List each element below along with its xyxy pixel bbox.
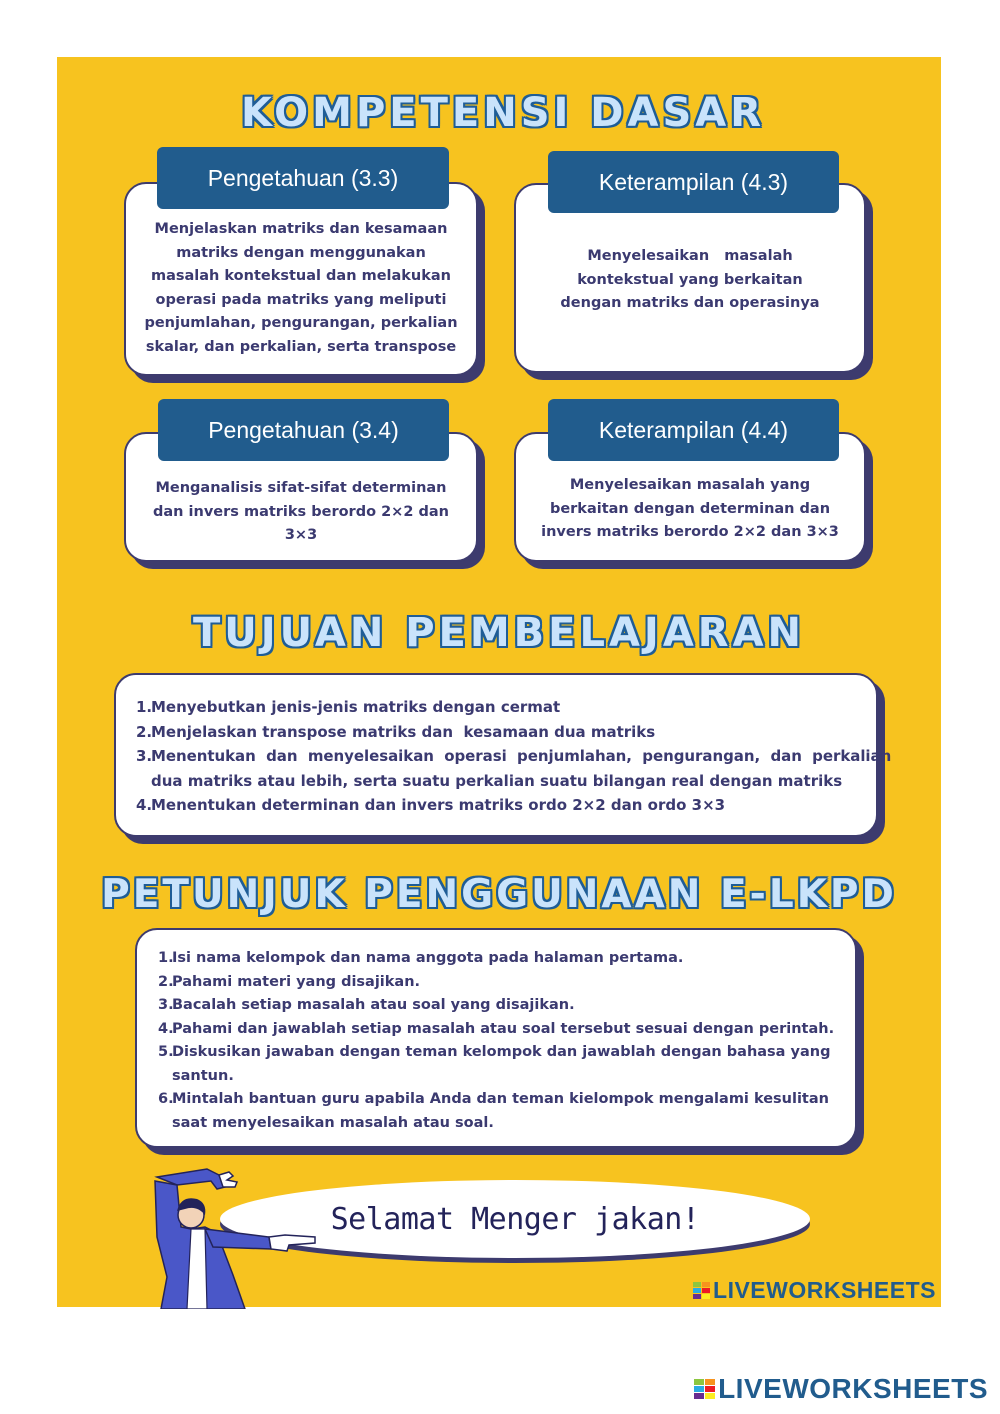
tujuan-pembelajaran-heading: TUJUAN PEMBELAJARAN: [192, 610, 806, 656]
list-item: 2. Pahami materi yang disajikan.: [158, 973, 421, 990]
poster: [57, 57, 941, 1307]
worker-illustration-icon: [147, 1167, 337, 1309]
list-item: 1. Menyebutkan jenis-jenis matriks dengan cermat: [136, 698, 561, 716]
list-item: 5. Diskusikan jawaban dengan teman kelompok dan jawablah dengan bahasa yang santun.: [158, 1044, 831, 1084]
pointing-hand-icon: [269, 1235, 315, 1251]
liveworksheets-logo-icon: [693, 1282, 710, 1299]
list-item: 4. Pahami dan jawablah setiap masalah atau soal tersebut sesuai dengan perintah.: [158, 1020, 835, 1037]
inner-liveworksheets-logo: LIVEWORKSHEETS: [693, 1277, 936, 1304]
closing-text: Selamat Menger jakan!: [330, 1201, 700, 1237]
tab-pengetahuan-3-4: Pengetahuan (3.4): [158, 399, 449, 461]
tujuan-list-card: [114, 673, 892, 837]
card-pengetahuan-3-4-text: Menganalisis sifat-sifat determinan dan invers matriks berordo 2×2 dan 3×3: [153, 480, 449, 543]
liveworksheets-logo-icon: [694, 1379, 715, 1399]
tab-pengetahuan-3-3: Pengetahuan (3.3): [157, 147, 449, 209]
tab-keterampilan-4-3: Keterampilan (4.3): [548, 151, 839, 213]
card-keterampilan-4-3-text: Menyelesaikan masalah kontekstual yang berkaitan dengan matriks dan operasinya: [560, 248, 820, 311]
tujuan-list: [136, 695, 892, 818]
list-item: 1. Isi nama kelompok dan nama anggota pada halaman pertama.: [158, 950, 684, 966]
petunjuk-heading: PETUNJUK PENGGUNAAN E-LKPD: [101, 872, 897, 917]
list-item: 2. Menjelaskan transpose matriks dan kesamaan dua matriks: [136, 722, 656, 741]
petunjuk-list: [158, 947, 835, 1135]
list-item: 3. Bacalah setiap masalah atau soal yang disajikan.: [158, 997, 575, 1013]
card-pengetahuan-3-3: [124, 182, 478, 376]
list-item: 6. Mintalah bantuan guru apabila Anda dan teman kielompok mengalami kesulitan saat menyelesaikan masalah atau soal.: [158, 1091, 829, 1131]
card-keterampilan-4-4-text: Menyelesaikan masalah yang berkaitan dengan determinan dan invers matriks berordo 2×2 dan 3×3: [541, 477, 839, 540]
list-item: 4. Menentukan determinan dan invers matriks ordo 2×2 dan ordo 3×3: [136, 796, 726, 814]
kompetensi-dasar-heading: KOMPETENSI DASAR: [240, 90, 766, 136]
tab-keterampilan-4-4: Keterampilan (4.4): [548, 399, 839, 461]
outer-liveworksheets-logo[interactable]: LIVEWORKSHEETS: [694, 1373, 988, 1405]
list-item: 3. Menentukan dan menyelesaikan operasi penjumlahan, pengurangan, dan perkalian dua matriks atau lebih, serta suatu perkalian suatu bilangan real dengan matriks: [136, 747, 892, 790]
petunjuk-list-card: [135, 928, 857, 1148]
card-pengetahuan-3-3-text: Menjelaskan matriks dan kesamaan matriks dengan menggunakan masalah kontekstual dan melakukan operasi pada matriks yang meliputi penjumlahan, pengurangan, perkalian skalar, dan perkalian, serta transpose: [144, 221, 458, 355]
